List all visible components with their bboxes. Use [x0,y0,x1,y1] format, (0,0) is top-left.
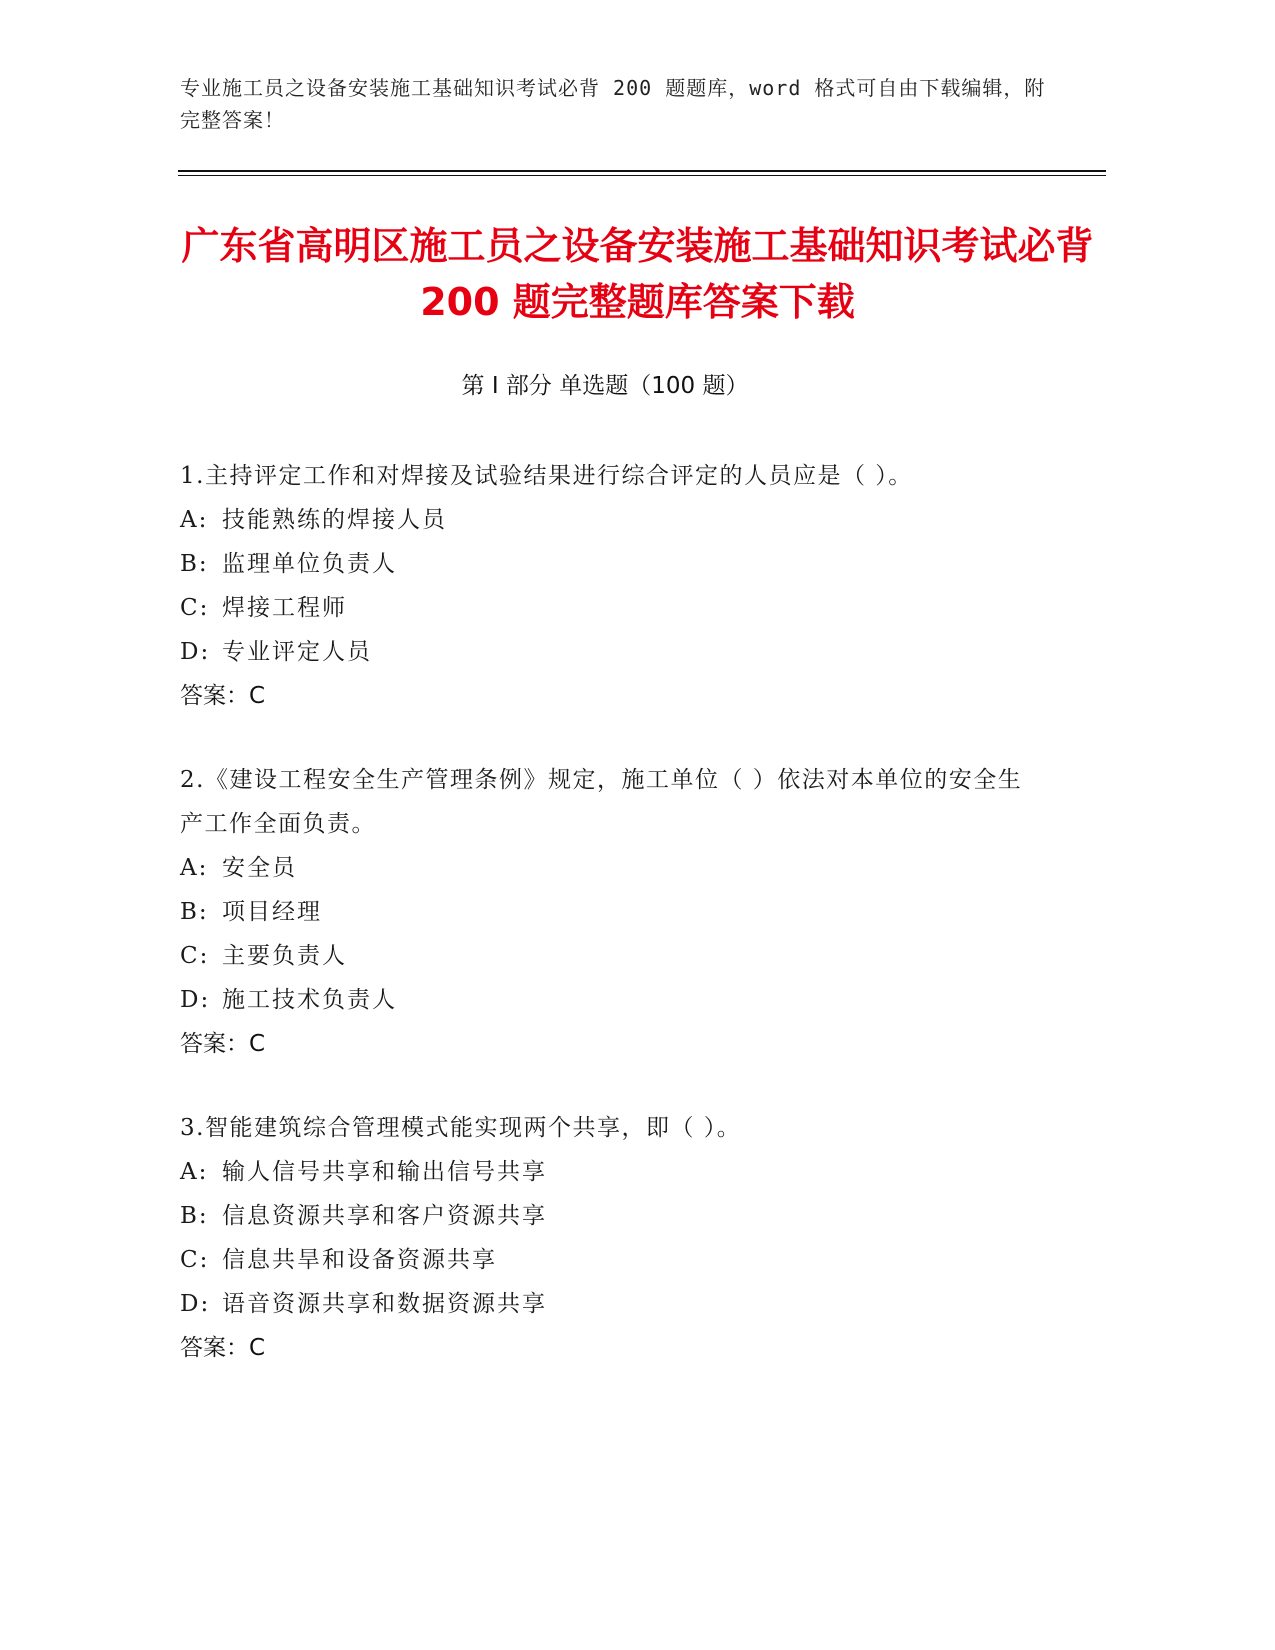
answer-line [180,1022,1040,1066]
answer-label: 答案： [180,1335,249,1361]
answer-value: C [249,683,266,709]
option-letter: B: [180,551,209,577]
option-d [180,978,1040,1022]
option-c [180,1238,1040,1282]
answer-line [180,674,1040,718]
question-stem: 2.《建设工程安全生产管理条例》规定，施工单位（ ）依法对本单位的安全生产工作全面负责。 [180,767,1023,837]
option-text: 施工技术负责人 [222,987,397,1013]
option-text: 信息共旱和设备资源共享 [222,1247,497,1273]
option-letter: B: [180,1203,209,1229]
option-a [180,498,1040,542]
option-text: 技能熟练的焊接人员 [222,507,447,533]
question-stem: 3.智能建筑综合管理模式能实现两个共享，即（ ）。 [180,1115,742,1141]
header-divider-thick [178,170,1106,172]
question-1 [180,454,1040,718]
section-title: 第 I 部分 单选题（100 题） [461,373,749,399]
option-letter: B: [180,899,209,925]
option-c [180,586,1040,630]
question-2 [180,758,1040,1066]
option-a [180,846,1040,890]
answer-value: C [249,1031,266,1057]
option-b [180,1194,1040,1238]
option-text: 主要负责人 [222,943,347,969]
option-text: 安全员 [222,855,297,881]
option-text: 专业评定人员 [222,639,372,665]
answer-line [180,1326,1040,1370]
option-letter: A: [180,507,209,533]
option-letter: D: [180,987,211,1013]
option-letter: C: [180,1247,210,1273]
option-letter: C: [180,595,210,621]
option-text: 项目经理 [222,899,322,925]
option-letter: D: [180,1291,211,1317]
question-stem: 1.主持评定工作和对焊接及试验结果进行综合评定的人员应是（ ）。 [180,463,913,489]
option-letter: D: [180,639,211,665]
answer-value: C [249,1335,266,1361]
header-divider-thin [178,175,1106,176]
option-letter: A: [180,1159,209,1185]
option-c [180,934,1040,978]
option-text: 焊接工程师 [222,595,347,621]
option-b [180,542,1040,586]
option-d [180,1282,1040,1326]
header-note: 专业施工员之设备安装施工基础知识考试必背 200 题题库，word 格式可自由下载编辑，附完整答案！ [180,76,1046,132]
option-a [180,1150,1040,1194]
option-d [180,630,1040,674]
option-b [180,890,1040,934]
option-letter: C: [180,943,210,969]
option-text: 信息资源共享和客户资源共享 [222,1203,547,1229]
question-3 [180,1106,1040,1370]
option-letter: A: [180,855,209,881]
option-text: 监理单位负责人 [222,551,397,577]
answer-label: 答案： [180,1031,249,1057]
answer-label: 答案： [180,683,249,709]
document-title: 广东省高明区施工员之设备安装施工基础知识考试必背 200 题完整题库答案下载 [181,224,1094,324]
option-text: 输人信号共享和输出信号共享 [222,1159,547,1185]
option-text: 语音资源共享和数据资源共享 [222,1291,547,1317]
